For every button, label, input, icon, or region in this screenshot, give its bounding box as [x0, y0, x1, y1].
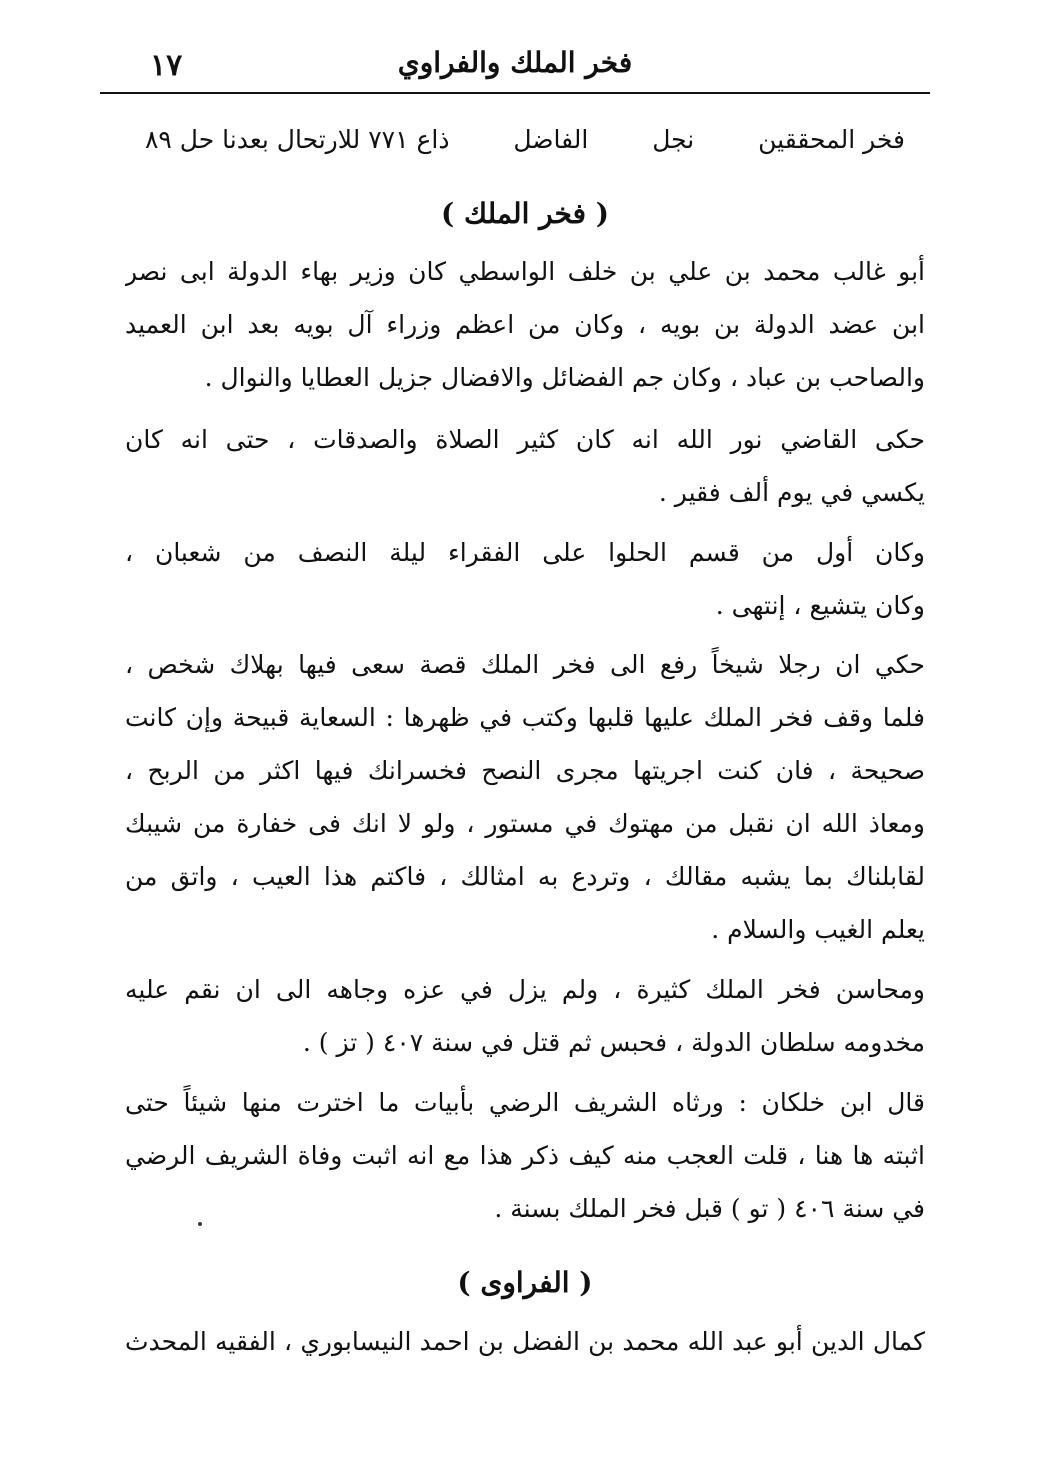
- verse-part: ذاع ٧٧١ للارتحال بعدنا حل ٨٩: [145, 125, 450, 154]
- text-line: اثبته ها هنا ، قلت العجب منه كيف ذكر هذا مع انه اثبت وفاة الشريف الرضي: [125, 1141, 925, 1170]
- text-line: مخدومه سلطان الدولة ، فحبس ثم قتل في سنة ٤٠٧ ( تز ) .: [302, 1028, 925, 1057]
- text-line: كمال الدين أبو عبد الله محمد بن الفضل بن احمد النيسابوري ، الفقيه المحدث: [125, 1327, 925, 1356]
- page-number: ١٧: [150, 48, 183, 83]
- text-line: في سنة ٤٠٦ ( تو ) قبل فخر الملك بسنة .: [494, 1194, 925, 1223]
- text-line: يعلم الغيب والسلام .: [711, 915, 925, 944]
- section-heading: ( الفراوى ): [457, 1266, 593, 1299]
- text-line: يكسي في يوم ألف فقير .: [658, 478, 925, 507]
- text-line: قال ابن خلكان : ورثاه الشريف الرضي بأبيات ما اخترت منها شيئاً حتى: [125, 1088, 925, 1117]
- text-line: حكى القاضي نور الله انه كان كثير الصلاة والصدقات ، حتى انه كان: [125, 425, 925, 454]
- verse-part: نجل: [652, 125, 695, 154]
- text-line: ابن عضد الدولة بن بويه ، وكان من اعظم وزراء آل بويه بعد ابن العميد: [125, 310, 925, 339]
- running-title: فخر الملك والفراوي: [397, 46, 633, 79]
- text-line: وكان أول من قسم الحلوا على الفقراء ليلة النصف من شعبان ،: [125, 538, 925, 567]
- text-line: حكي ان رجلا شيخاً رفع الى فخر الملك قصة سعى فيها بهلاك شخص ،: [125, 650, 925, 679]
- verse-part: فخر المحققين: [758, 125, 905, 154]
- text-line: ومعاذ الله ان نقبل من مهتوك في مستور ، ولو لا انك فى خفارة من شيبك: [125, 809, 925, 838]
- text-line: لقابلناك بما يشبه مقالك ، وتردع به امثالك ، فاكتم هذا العيب ، واتق من: [125, 862, 925, 891]
- text-line: صحيحة ، فان كنت اجريتها مجرى النصح فخسرانك فيها اكثر من الربح ،: [125, 756, 925, 785]
- text-line: أبو غالب محمد بن علي بن خلف الواسطي كان وزير بهاء الدولة ابى نصر: [125, 257, 925, 286]
- verse-part: الفاضل: [513, 125, 589, 154]
- text-line: ومحاسن فخر الملك كثيرة ، ولم يزل في عزه وجاهه الى ان نقم عليه: [125, 975, 925, 1004]
- text-line: والصاحب بن عباد ، وكان جم الفضائل والافضال جزيل العطايا والنوال .: [204, 363, 925, 392]
- section-heading: ( فخر الملك ): [440, 197, 609, 230]
- text-line: وكان يتشيع ، إنتهى .: [715, 591, 925, 620]
- page-header: [100, 40, 930, 94]
- text-line: فلما وقف فخر الملك عليها قلبها وكتب في ظهرها : السعاية قبيحة وإن كانت: [125, 703, 925, 732]
- poem-verse: [145, 120, 905, 160]
- ink-speck: [198, 1222, 202, 1226]
